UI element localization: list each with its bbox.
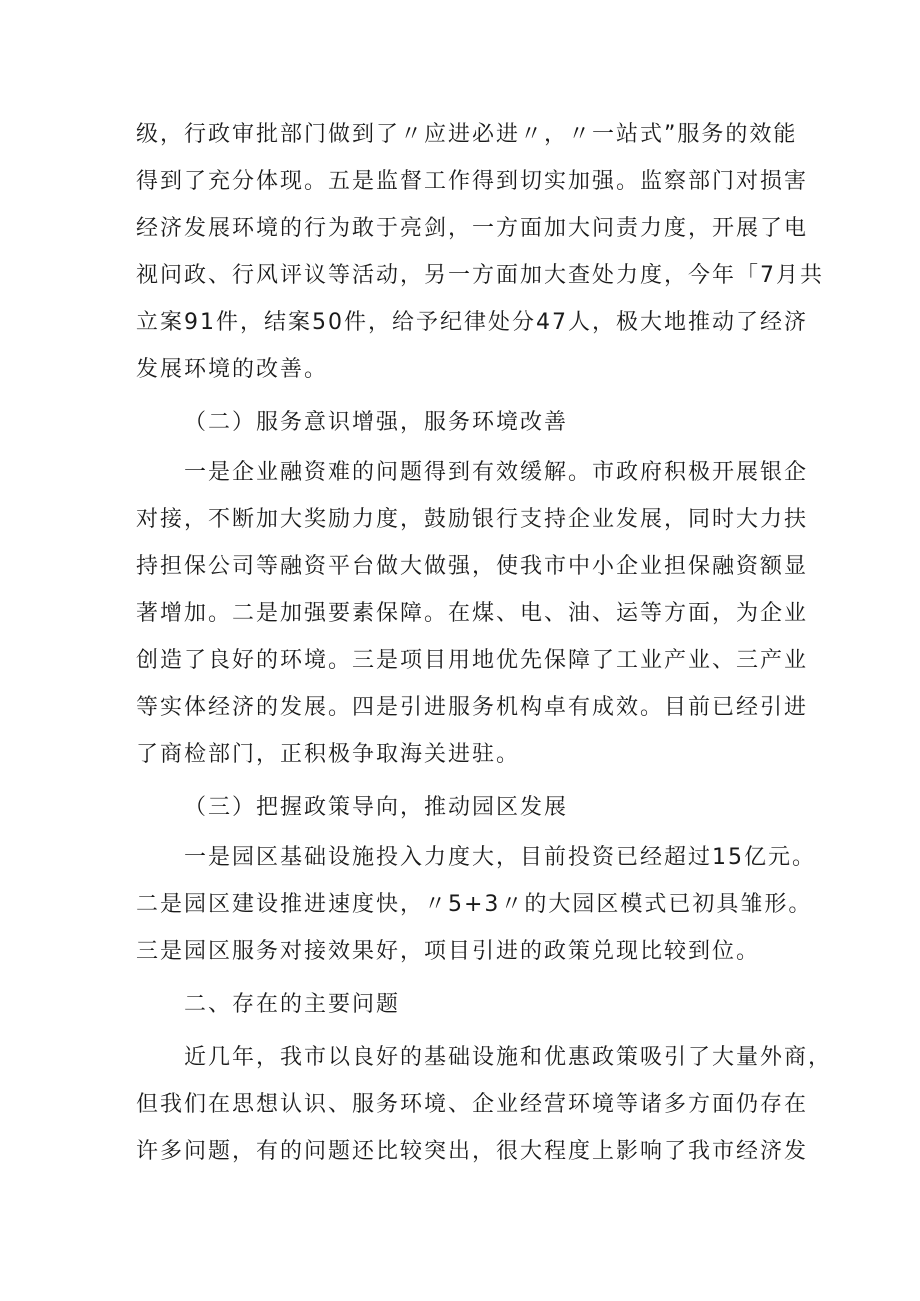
text-line: 立案91件，结案50件，给予纪律处分47人，极大地推动了经济 bbox=[136, 310, 808, 335]
text-line: 级，行政审批部门做到了〃应进必进〃，〃一站式”服务的效能 bbox=[136, 122, 798, 147]
text-line: 发展环境的改善。 bbox=[136, 357, 329, 382]
text-line: 了商检部门，正积极争取海关进驻。 bbox=[136, 742, 521, 767]
section-heading: 二、存在的主要问题 bbox=[184, 992, 401, 1017]
text-line: 一是园区基础设施投入力度大，目前投资已经超过15亿元。 bbox=[184, 845, 816, 870]
text-line: 等实体经济的发展。四是引进服务机构卓有成效。目前已经引进 bbox=[136, 695, 809, 720]
text-line: 对接，不断加大奖励力度，鼓励银行支持企业发展，同时大力扶 bbox=[136, 507, 809, 532]
text-line: 视问政、行风评议等活动，另一方面加大查处力度，今年「7月共 bbox=[136, 263, 824, 288]
section-heading: （二）服务意识增强，服务环境改善 bbox=[184, 410, 569, 435]
text-line: 但我们在思想认识、服务环境、企业经营环境等诸多方面仍存在 bbox=[136, 1092, 809, 1117]
text-line: 得到了充分体现。五是监督工作得到切实加强。监察部门对损害 bbox=[136, 169, 809, 194]
text-line: 三是园区服务对接效果好，项目引进的政策兑现比较到位。 bbox=[136, 939, 761, 964]
text-line: 持担保公司等融资平台做大做强，使我市中小企业担保融资额显 bbox=[136, 554, 809, 579]
text-line: 创造了良好的环境。三是项目用地优先保障了工业产业、三产业 bbox=[136, 648, 809, 673]
section-heading: （三）把握政策导向，推动园区发展 bbox=[184, 795, 569, 820]
text-line: 二是园区建设推进速度快，〃5+3〃的大园区模式已初具雏形。 bbox=[136, 892, 813, 917]
text-line: 许多问题，有的问题还比较突出，很大程度上影响了我市经济发 bbox=[136, 1139, 809, 1164]
text-line: 著增加。二是加强要素保障。在煤、电、油、运等方面，为企业 bbox=[136, 601, 809, 626]
text-line: 经济发展环境的行为敢于亮剑，一方面加大问责力度，开展了电 bbox=[136, 216, 809, 241]
text-line: 近几年，我市以良好的基础设施和优惠政策吸引了大量外商， bbox=[184, 1045, 833, 1070]
text-line: 一是企业融资难的问题得到有效缓解。市政府积极开展银企 bbox=[184, 460, 809, 485]
